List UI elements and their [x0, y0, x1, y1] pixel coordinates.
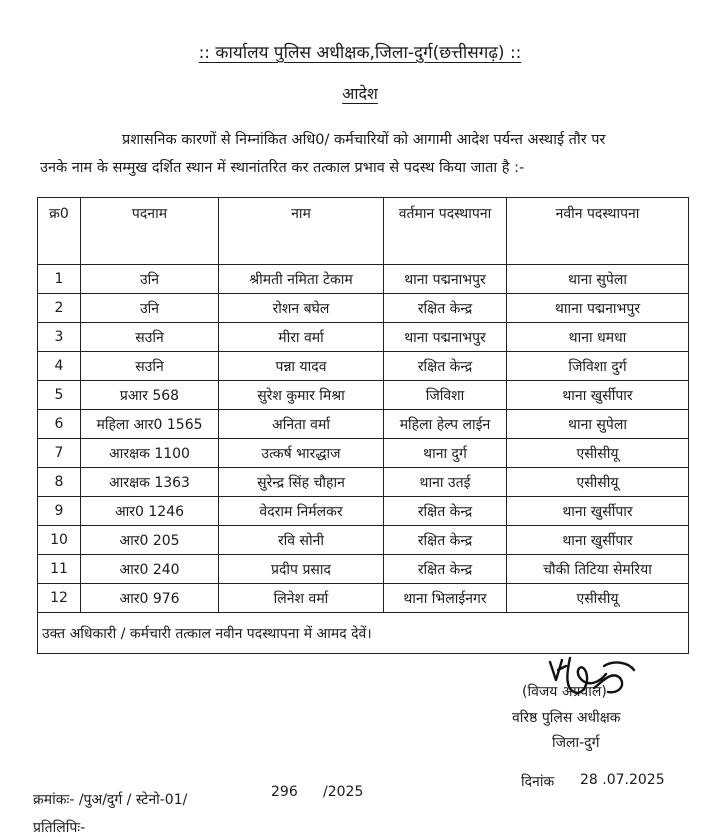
header-new-posting: नवीन पदस्थापना	[507, 198, 689, 265]
order-heading-text: आदेश	[342, 84, 378, 103]
signer-designation: वरिष्ठ पुलिस अधीक्षक	[512, 710, 621, 726]
cell-designation: उनि	[81, 265, 219, 294]
copy-to-label: प्रतिलिपिः-	[33, 820, 86, 836]
cell-designation: सउनि	[81, 323, 219, 352]
office-title	[0, 40, 720, 63]
table-header-row	[38, 198, 689, 265]
table-row	[38, 381, 689, 410]
cell-serial: 7	[38, 439, 81, 468]
cell-new-posting: एसीसीयू	[507, 584, 689, 613]
reference-number: 296	[271, 784, 298, 800]
cell-name: प्रदीप प्रसाद	[219, 555, 384, 584]
cell-designation: आर0 240	[81, 555, 219, 584]
cell-name: अनिता वर्मा	[219, 410, 384, 439]
cell-serial: 8	[38, 468, 81, 497]
table-row	[38, 294, 689, 323]
cell-current-posting: रक्षित केन्द्र	[384, 526, 507, 555]
table-row	[38, 584, 689, 613]
cell-designation: प्रआर 568	[81, 381, 219, 410]
cell-new-posting: थााना पद्मनाभपुर	[507, 294, 689, 323]
header-current-posting: वर्तमान पदस्थापना	[384, 198, 507, 265]
cell-designation: उनि	[81, 294, 219, 323]
header-name: नाम	[219, 198, 384, 265]
intro-line-1: प्रशासनिक कारणों से निम्नांकित अधि0/ कर्मचारियों को आगामी आदेश पर्यन्त अस्थाई तौर पर	[122, 132, 606, 148]
cell-current-posting: जिविशा	[384, 381, 507, 410]
cell-current-posting: थाना पद्मनाभपुर	[384, 323, 507, 352]
cell-serial: 2	[38, 294, 81, 323]
table-row	[38, 323, 689, 352]
date-label: दिनांक	[521, 774, 555, 790]
cell-designation: महिला आर0 1565	[81, 410, 219, 439]
office-title-text: :: कार्यालय पुलिस अधीक्षक,जिला-दुर्ग(छत्तीसगढ़) ::	[198, 43, 522, 63]
cell-new-posting: थाना धमधा	[507, 323, 689, 352]
cell-current-posting: थाना भिलाईनगर	[384, 584, 507, 613]
transfer-table	[37, 197, 689, 654]
cell-current-posting: थाना पद्मनाभपुर	[384, 265, 507, 294]
cell-new-posting: जिविशा दुर्ग	[507, 352, 689, 381]
cell-designation: आर0 976	[81, 584, 219, 613]
cell-current-posting: महिला हेल्प लाईन	[384, 410, 507, 439]
cell-designation: सउनि	[81, 352, 219, 381]
cell-new-posting: थाना खुर्सीपार	[507, 526, 689, 555]
cell-serial: 5	[38, 381, 81, 410]
cell-name: सुरेन्द्र सिंह चौहान	[219, 468, 384, 497]
intro-paragraph	[40, 126, 680, 182]
cell-name: लिनेश वर्मा	[219, 584, 384, 613]
cell-current-posting: थाना उतई	[384, 468, 507, 497]
signer-name: (विजय अग्रवाल)	[522, 684, 607, 700]
table-row	[38, 555, 689, 584]
cell-serial: 9	[38, 497, 81, 526]
cell-new-posting: चौकी तिटिया सेमरिया	[507, 555, 689, 584]
table-row	[38, 265, 689, 294]
cell-designation: आरक्षक 1100	[81, 439, 219, 468]
cell-new-posting: एसीसीयू	[507, 439, 689, 468]
cell-new-posting: थाना सुपेला	[507, 410, 689, 439]
cell-name: रवि सोनी	[219, 526, 384, 555]
cell-name: वेदराम निर्मलकर	[219, 497, 384, 526]
cell-serial: 1	[38, 265, 81, 294]
cell-serial: 11	[38, 555, 81, 584]
table-row	[38, 497, 689, 526]
cell-current-posting: रक्षित केन्द्र	[384, 352, 507, 381]
cell-current-posting: रक्षित केन्द्र	[384, 294, 507, 323]
cell-name: मीरा वर्मा	[219, 323, 384, 352]
table-row	[38, 352, 689, 381]
cell-name: श्रीमती नमिता टेकाम	[219, 265, 384, 294]
cell-serial: 6	[38, 410, 81, 439]
cell-new-posting: थाना खुर्सीपार	[507, 381, 689, 410]
header-designation: पदनाम	[81, 198, 219, 265]
date-value: 28 .07.2025	[580, 772, 665, 788]
joining-instruction: उक्त अधिकारी / कर्मचारी तत्काल नवीन पदस्थापना में आमद देवें।	[38, 613, 689, 654]
table-row	[38, 468, 689, 497]
cell-new-posting: एसीसीयू	[507, 468, 689, 497]
order-heading	[0, 82, 720, 104]
reference-number-label: क्रमांकः- /पुअ/दुर्ग / स्टेनो-01/	[33, 792, 188, 808]
cell-serial: 12	[38, 584, 81, 613]
cell-name: रोशन बघेल	[219, 294, 384, 323]
cell-serial: 3	[38, 323, 81, 352]
cell-current-posting: रक्षित केन्द्र	[384, 555, 507, 584]
cell-name: उत्कर्ष भारद्धाज	[219, 439, 384, 468]
cell-name: पन्ना यादव	[219, 352, 384, 381]
reference-year: /2025	[323, 784, 364, 800]
cell-current-posting: थाना दुर्ग	[384, 439, 507, 468]
table-row	[38, 410, 689, 439]
cell-name: सुरेश कुमार मिश्रा	[219, 381, 384, 410]
cell-new-posting: थाना सुपेला	[507, 265, 689, 294]
cell-designation: आर0 1246	[81, 497, 219, 526]
signer-district: जिला-दुर्ग	[552, 735, 600, 751]
cell-current-posting: रक्षित केन्द्र	[384, 497, 507, 526]
cell-designation: आरक्षक 1363	[81, 468, 219, 497]
intro-line-2: उनके नाम के सम्मुख दर्शित स्थान में स्थानांतरित कर तत्काल प्रभाव से पदस्थ किया जाता है :-	[40, 160, 525, 176]
cell-serial: 4	[38, 352, 81, 381]
header-serial: क्र0	[38, 198, 81, 265]
table-row	[38, 439, 689, 468]
table-row	[38, 526, 689, 555]
cell-designation: आर0 205	[81, 526, 219, 555]
cell-new-posting: थाना खुर्सीपार	[507, 497, 689, 526]
cell-serial: 10	[38, 526, 81, 555]
